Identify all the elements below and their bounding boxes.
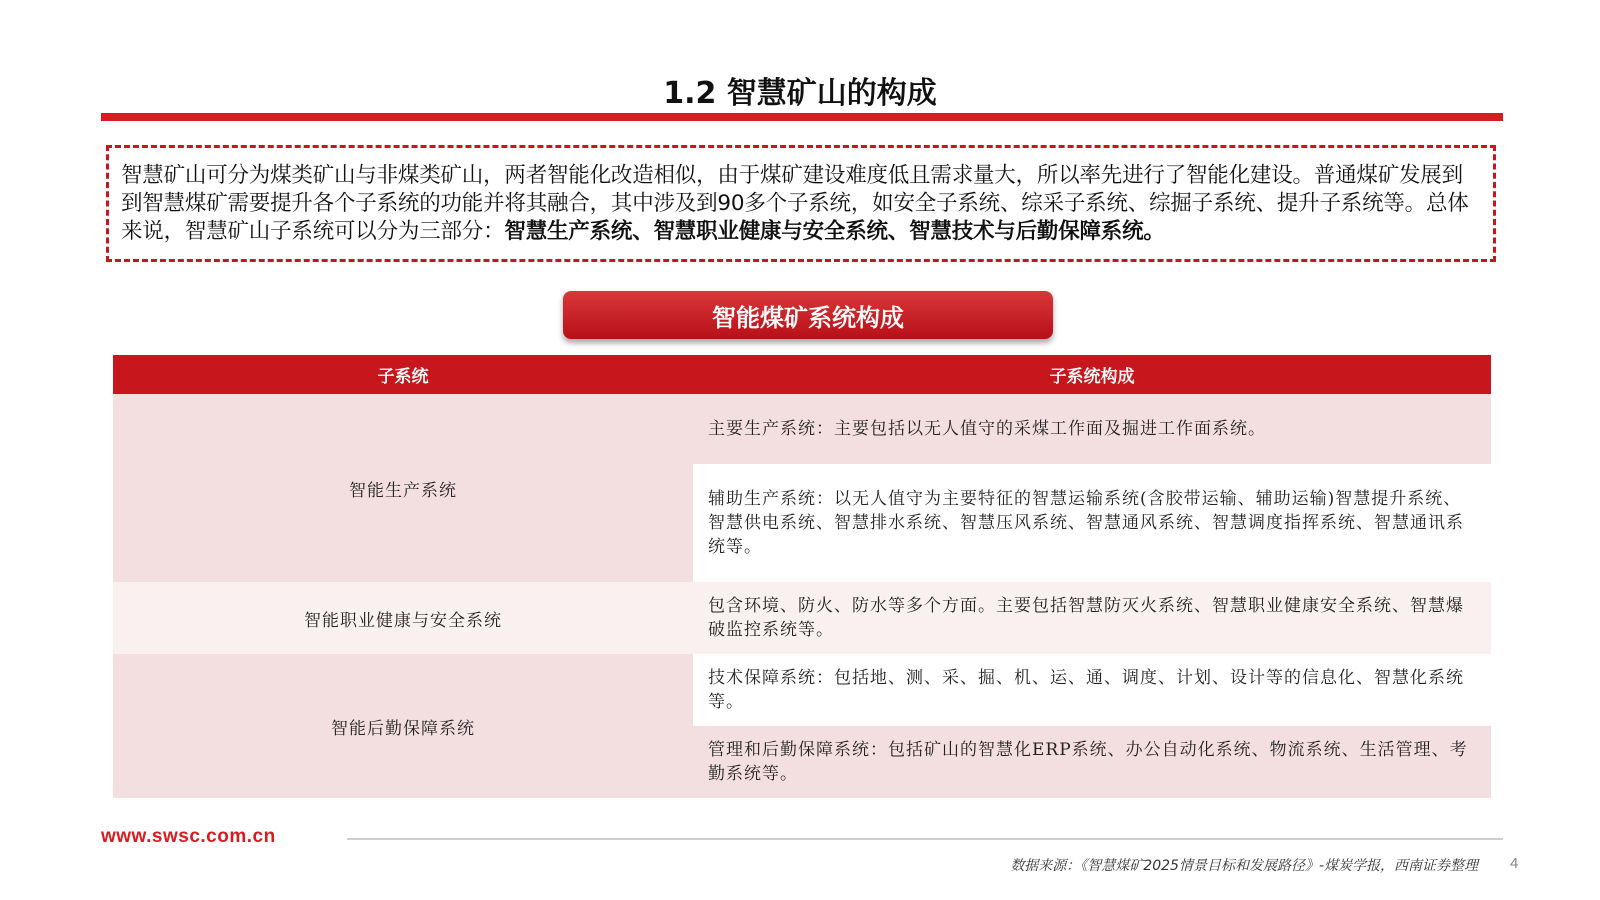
- table-cell: 包含环境、防火、防水等多个方面。主要包括智慧防灭火系统、智慧职业健康安全系统、智慧爆破监控系统等。: [693, 582, 1491, 654]
- table-cell: 管理和后勤保障系统：包括矿山的智慧化ERP系统、办公自动化系统、物流系统、生活管理、考勤系统等。: [693, 726, 1491, 798]
- page-number: 4: [1510, 855, 1519, 872]
- table-group-health-safety: [113, 582, 1491, 654]
- system-table: [113, 355, 1491, 798]
- section-label: 智能煤矿系统构成: [563, 291, 1053, 339]
- intro-box: [106, 145, 1496, 262]
- header-composition: 子系统构成: [1049, 367, 1135, 387]
- title-underline-bar: [101, 113, 1503, 121]
- table-group-logistics: [113, 654, 1491, 798]
- table-cell: 主要生产系统：主要包括以无人值守的采煤工作面及掘进工作面系统。: [693, 394, 1491, 464]
- group-name-logistics: 智能后勤保障系统: [113, 654, 693, 798]
- table-cell: 技术保障系统：包括地、测、采、掘、机、运、通、调度、计划、设计等的信息化、智慧化系统等。: [693, 654, 1491, 726]
- page-title: 1.2 智慧矿山的构成: [663, 76, 937, 111]
- footer-divider: [347, 838, 1503, 840]
- header-subsystem: 子系统: [377, 367, 429, 387]
- table-group-production: [113, 394, 1491, 582]
- intro-text: 智慧矿山可分为煤类矿山与非煤类矿山，两者智能化改造相似，由于煤矿建设难度低且需求量大，所以率先进行了智能化建设。普通煤矿发展到到智慧煤矿需要提升各个子系统的功能并将其融合，其中涉及到90多个子系统，如安全子系统、综采子系统、综掘子系统、提升子系统等。总体来说，智慧矿山子系统可以分为三部分：: [121, 163, 1469, 244]
- table-cell: 辅助生产系统：以无人值守为主要特征的智慧运输系统(含胶带运输、辅助运输)智慧提升系统、智慧供电系统、智慧排水系统、智慧压风系统、智慧通风系统、智慧调度指挥系统、智慧通讯系统等。: [693, 464, 1491, 582]
- table-header-row: [113, 355, 1491, 394]
- group-name-health-safety: 智能职业健康与安全系统: [113, 582, 693, 654]
- footer-source: 数据来源：《智慧煤矿2025情景目标和发展路径》-煤炭学报，西南证券整理: [1010, 858, 1478, 874]
- group-name-production: 智能生产系统: [113, 394, 693, 582]
- footer-url[interactable]: www.swsc.com.cn: [101, 826, 276, 847]
- intro-bold-text: 智慧生产系统、智慧职业健康与安全系统、智慧技术与后勤保障系统。: [504, 219, 1165, 244]
